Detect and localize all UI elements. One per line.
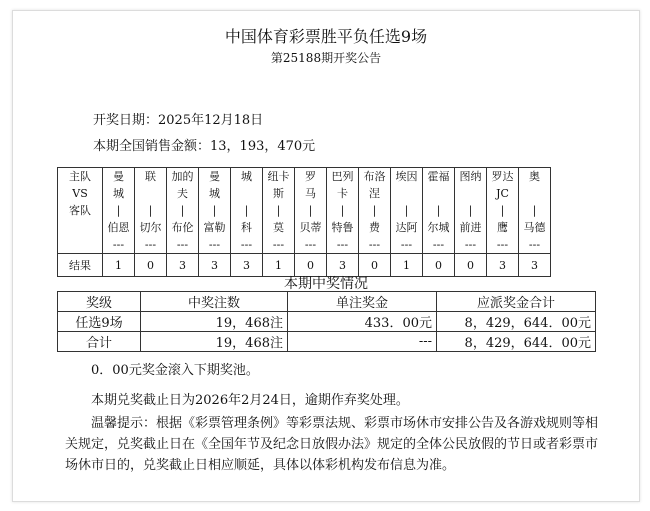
prize-level: 任选9场 (58, 312, 141, 332)
result-cell: 0 (295, 254, 327, 277)
prize-header-cell: 中奖注数 (141, 292, 288, 312)
result-cell: 3 (231, 254, 263, 277)
result-cell: 3 (199, 254, 231, 277)
match-cell: 图纳 | 前进 --- (455, 168, 487, 254)
vs-label: VS (72, 187, 88, 200)
warm-tip-text: 温馨提示：根据《彩票管理条例》等彩票法规、彩票市场休市安排公告及各游戏规则等相关规定，兑奖截止日在《全国年节及纪念日放假办法》规定的全体公民放假的节日或者彩票市场休市日的，兑奖截止日相应顺延，具体以体彩机构发布信息为准。 (65, 416, 599, 473)
home-label: 主队 (69, 170, 91, 183)
page-title: 中国体育彩票胜平负任选9场 (224, 27, 428, 46)
sales-amount: 本期全国销售金额：13，193，470元 (93, 139, 316, 154)
result-cell: 3 (487, 254, 519, 277)
prize-unit: --- (288, 332, 437, 352)
result-cell: 1 (103, 254, 135, 277)
prize-header-cell: 奖级 (58, 292, 141, 312)
result-cell: 3 (327, 254, 359, 277)
warm-tip (65, 413, 605, 476)
prize-header-cell: 单注奖金 (288, 292, 437, 312)
match-cell: 曼 城 | 富勒 --- (199, 168, 231, 254)
result-cell: 0 (423, 254, 455, 277)
result-label: 结果 (58, 254, 103, 277)
match-cell: 罗达 JC | 鹰 --- (487, 168, 519, 254)
table-row (58, 332, 596, 352)
prize-unit: 433．00元 (288, 312, 437, 332)
result-cell: 0 (359, 254, 391, 277)
prize-table (57, 291, 596, 352)
result-cell: 3 (167, 254, 199, 277)
result-cell: 1 (391, 254, 423, 277)
page-subtitle: 第25188期开奖公告 (270, 51, 382, 65)
result-cell: 3 (519, 254, 551, 277)
match-cell: 纽卡 斯 | 莫 --- (263, 168, 295, 254)
away-label: 客队 (69, 204, 91, 217)
match-cell: 联 | 切尔 --- (135, 168, 167, 254)
match-cell: 罗 马 | 贝蒂 --- (295, 168, 327, 254)
result-cell: 1 (263, 254, 295, 277)
draw-date: 开奖日期：2025年12月18日 (93, 113, 264, 128)
result-cell: 0 (455, 254, 487, 277)
match-table (57, 167, 551, 277)
announcement-card (12, 10, 640, 502)
match-cell: 奥 | 马德 --- (519, 168, 551, 254)
match-cell: 加的 夫 | 布伦 --- (167, 168, 199, 254)
match-table-header-cell (58, 168, 103, 254)
prize-count: 19，468注 (141, 332, 288, 352)
prize-level: 合计 (58, 332, 141, 352)
table-row (58, 312, 596, 332)
result-cell: 0 (135, 254, 167, 277)
prize-total: 8，429，644．00元 (437, 312, 596, 332)
prize-count: 19，468注 (141, 312, 288, 332)
match-cell: 曼 城 | 伯恩 --- (103, 168, 135, 254)
match-cell: 巴列 卡 | 特鲁 --- (327, 168, 359, 254)
rollover-text: 0．00元奖金滚入下期奖池。 (91, 363, 259, 378)
match-cell: 城 | 科 --- (231, 168, 263, 254)
prize-header-cell: 应派奖金合计 (437, 292, 596, 312)
deadline-text: 本期兑奖截止日为2026年2月24日，逾期作弃奖处理。 (91, 393, 409, 408)
match-cell: 霍福 | 尔城 --- (423, 168, 455, 254)
match-cell: 布洛 涅 | 费 --- (359, 168, 391, 254)
section-title: 本期中奖情况 (284, 276, 368, 292)
match-cell: 埃因 | 达阿 --- (391, 168, 423, 254)
prize-total: 8，429，644．00元 (437, 332, 596, 352)
